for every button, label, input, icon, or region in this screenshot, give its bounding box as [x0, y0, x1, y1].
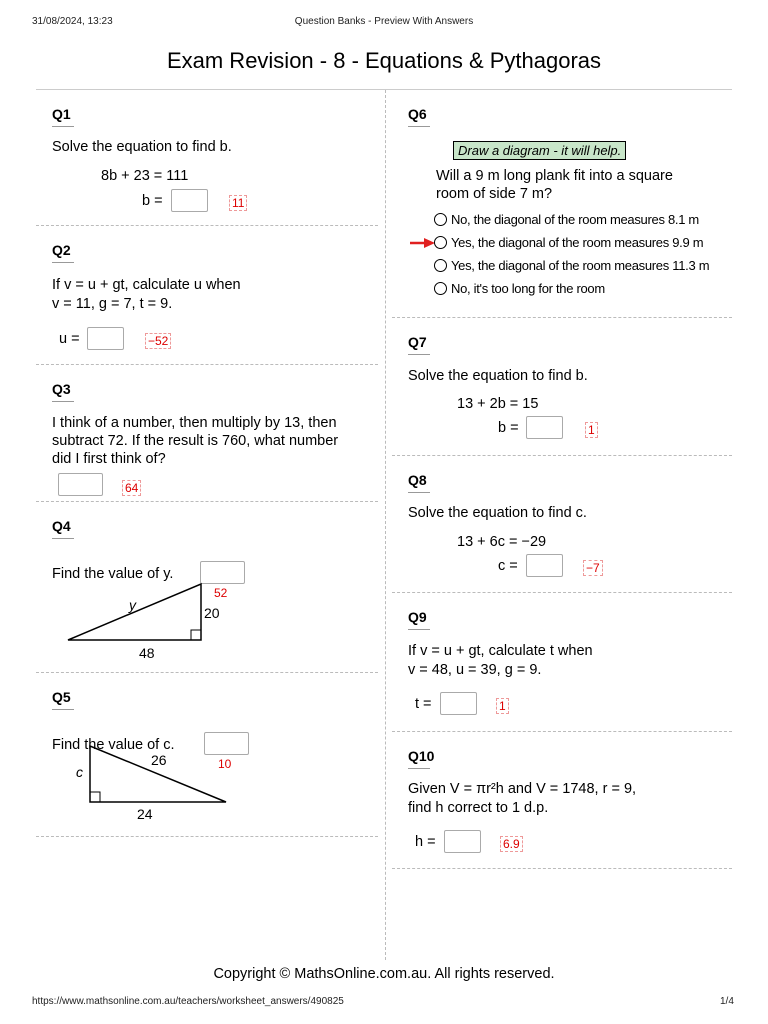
radio-button[interactable] — [434, 213, 447, 226]
page-number: 1/4 — [720, 996, 734, 1007]
question-line-3: did I first think of? — [52, 451, 166, 467]
question-prompt: Find the value of c. — [52, 737, 175, 753]
question-label: Q5 — [52, 689, 71, 705]
equation: 8b + 23 = 111 — [101, 168, 189, 184]
print-page-title: Question Banks - Preview With Answers — [294, 16, 474, 27]
option-1[interactable] — [434, 212, 699, 227]
side-label-vertical: 20 — [204, 605, 220, 621]
question-line-1: Will a 9 m long plank fit into a square — [436, 168, 673, 184]
right-column — [392, 90, 732, 869]
radio-button[interactable] — [434, 236, 447, 249]
right-triangle-diagram — [36, 673, 378, 836]
question-line-2: subtract 72. If the result is 760, what number — [52, 433, 339, 449]
variable-label: b = — [498, 420, 519, 436]
column-divider — [385, 90, 386, 960]
answer-input[interactable] — [87, 327, 124, 350]
correct-answer-arrow-icon — [410, 237, 436, 249]
option-2[interactable] — [434, 235, 703, 250]
side-label-base: 24 — [137, 806, 153, 822]
question-prompt: If v = u + gt, calculate u when — [52, 277, 241, 293]
question-prompt: Solve the equation to find b. — [408, 368, 588, 384]
side-label-hypotenuse: y — [129, 597, 136, 613]
answer-value: 10 — [218, 757, 232, 771]
question-prompt: Find the value of y. — [52, 566, 174, 582]
question-label: Q8 — [408, 472, 427, 488]
answer-value: 6.9 — [500, 836, 523, 852]
option-4[interactable] — [434, 281, 605, 296]
question-q1 — [36, 90, 378, 226]
question-q7 — [392, 318, 732, 456]
left-column — [36, 90, 378, 837]
copyright-notice: Copyright © MathsOnline.com.au. All rights reserved. — [213, 966, 555, 982]
question-label: Q3 — [52, 381, 71, 397]
question-line-1: I think of a number, then multiply by 13, then — [52, 415, 337, 431]
question-label: Q4 — [52, 518, 71, 534]
variable-label: b = — [142, 193, 163, 209]
side-label-hypotenuse: 26 — [151, 752, 167, 768]
question-label: Q7 — [408, 334, 427, 350]
variable-label: h = — [415, 834, 436, 850]
question-q5 — [36, 673, 378, 837]
answer-value: 11 — [229, 195, 247, 211]
question-values: v = 11, g = 7, t = 9. — [52, 296, 173, 312]
question-values: find h correct to 1 d.p. — [408, 800, 549, 816]
question-q4 — [36, 502, 378, 673]
answer-input[interactable] — [58, 473, 103, 496]
question-prompt: Solve the equation to find c. — [408, 505, 587, 521]
answer-input[interactable] — [440, 692, 477, 715]
answer-value: 52 — [214, 586, 228, 600]
answer-input[interactable] — [444, 830, 481, 853]
question-label: Q6 — [408, 106, 427, 122]
print-url: https://www.mathsonline.com.au/teachers/worksheet_answers/490825 — [32, 996, 344, 1007]
question-prompt: Given V = πr²h and V = 1748, r = 9, — [408, 781, 637, 797]
variable-label: c = — [498, 558, 518, 574]
option-label: No, the diagonal of the room measures 8.1 m — [451, 212, 699, 227]
question-label: Q9 — [408, 609, 427, 625]
question-q9 — [392, 593, 732, 732]
answer-value: 1 — [585, 422, 598, 438]
question-line-2: room of side 7 m? — [436, 186, 553, 202]
question-q10 — [392, 732, 732, 869]
hint-box: Draw a diagram - it will help. — [453, 141, 626, 160]
answer-input[interactable] — [171, 189, 208, 212]
equation: 13 + 2b = 15 — [457, 396, 539, 412]
print-datetime: 31/08/2024, 13:23 — [32, 16, 113, 27]
question-q6 — [392, 90, 732, 318]
question-values: v = 48, u = 39, g = 9. — [408, 662, 542, 678]
answer-value: 64 — [122, 480, 141, 496]
question-prompt: If v = u + gt, calculate t when — [408, 643, 593, 659]
answer-value: −52 — [145, 333, 171, 349]
question-label: Q10 — [408, 748, 435, 764]
equation: 13 + 6c = −29 — [457, 534, 547, 550]
option-label: No, it's too long for the room — [451, 281, 605, 296]
variable-label: t = — [415, 696, 432, 712]
question-label: Q1 — [52, 106, 71, 122]
radio-button[interactable] — [434, 259, 447, 272]
question-q2 — [36, 226, 378, 365]
question-label: Q2 — [52, 242, 71, 258]
question-q3 — [36, 365, 378, 502]
right-triangle-diagram — [36, 502, 378, 672]
question-prompt: Solve the equation to find b. — [52, 139, 232, 155]
side-label-base: 48 — [139, 645, 155, 661]
worksheet-title: Exam Revision - 8 - Equations & Pythagoras — [166, 48, 602, 73]
option-label: Yes, the diagonal of the room measures 9.9 m — [451, 235, 704, 250]
answer-input[interactable] — [526, 554, 563, 577]
option-label: Yes, the diagonal of the room measures 11.3 m — [451, 258, 710, 273]
radio-button[interactable] — [434, 282, 447, 295]
question-q8 — [392, 456, 732, 593]
side-label-vertical: c — [76, 764, 83, 780]
variable-label: u = — [59, 331, 80, 347]
option-3[interactable] — [434, 258, 709, 273]
answer-input[interactable] — [526, 416, 563, 439]
answer-value: −7 — [583, 560, 603, 576]
answer-value: 1 — [496, 698, 509, 714]
